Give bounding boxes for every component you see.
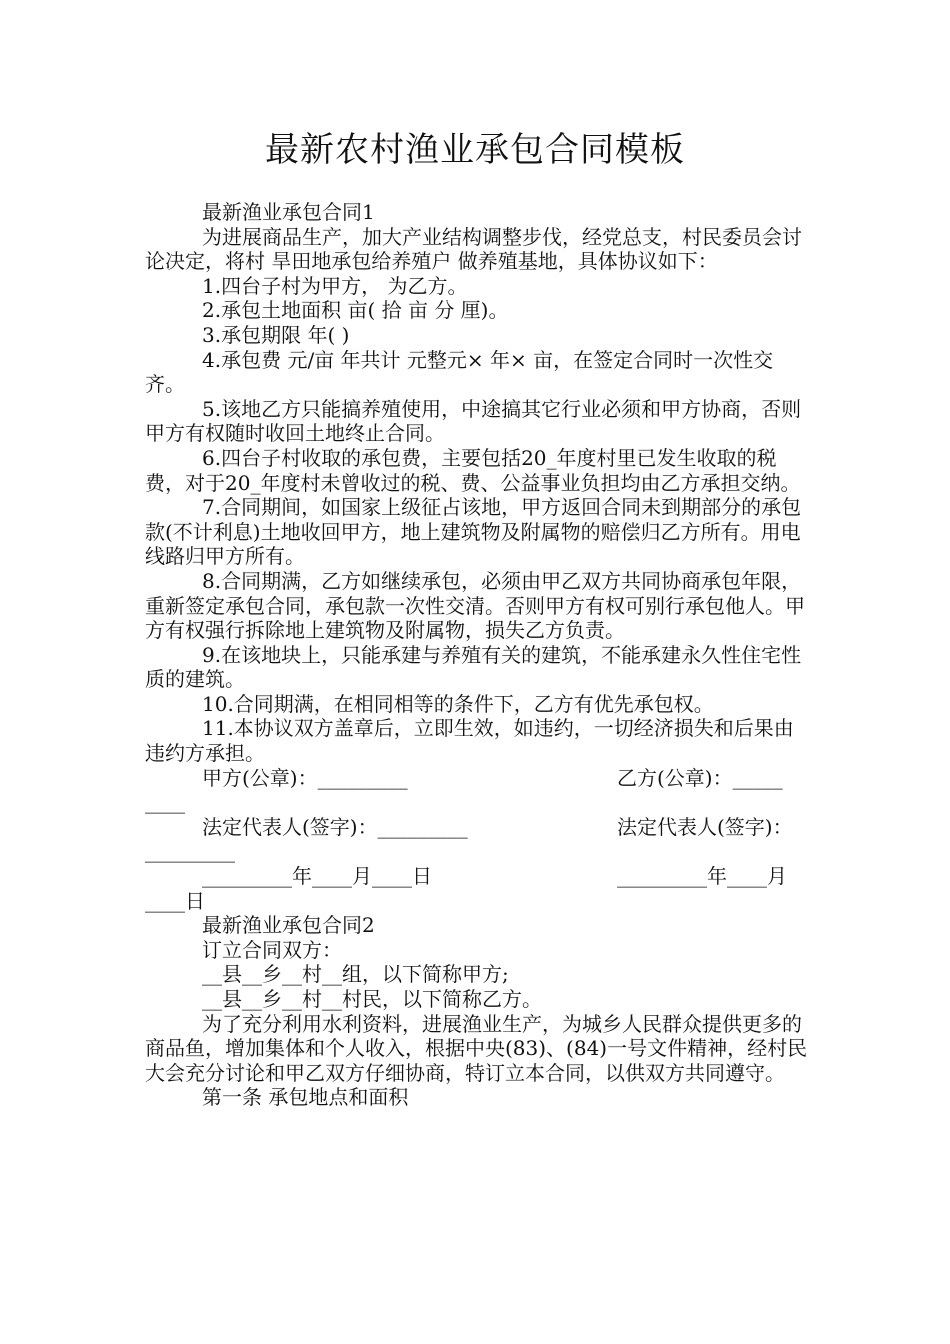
document-body: [145, 200, 810, 1110]
party-a-seal-line: 甲方(公章)：_________: [202, 765, 408, 790]
clause-7: 7.合同期间，如国家上级征占该地，甲方返回合同未到期部分的承包款(不计利息)土地收回甲方，地上建筑物及附属物的赔偿归乙方所有。用电线路归甲方所有。: [145, 495, 802, 569]
party-b-seal-line-cont: ____: [145, 790, 185, 815]
contract2-heading: 最新渔业承包合同2: [202, 913, 375, 938]
clause-4: 4.承包费 元/亩 年共计 元整元× 年× 亩，在签定合同时一次性交齐。: [145, 347, 774, 397]
contract2-intro: 为了充分利用水利资料，进展渔业生产，为城乡人民群众提供更多的商品鱼，增加集体和个人收入，根据中央(83)、(84)一号文件精神，经村民大会充分讨论和甲乙双方仔细协商，特订立本合同，以供双方共同遵守。: [145, 1011, 808, 1085]
signature-row-date: [145, 864, 810, 889]
contract1-heading: 最新渔业承包合同1: [202, 200, 375, 224]
clause-3: 3.承包期限 年( ): [202, 322, 350, 347]
contract2-parties-label: 订立合同双方：: [202, 937, 342, 962]
contract1-intro: 为进展商品生产，加大产业结构调整步伐，经党总支，村民委员会讨论决定，将村 旱田地承包给养殖户 做养殖基地，具体协议如下：: [145, 224, 802, 274]
document-title: 最新农村渔业承包合同模板: [265, 130, 685, 170]
clause-1: 1.四台子村为甲方， 为乙方。: [202, 273, 468, 298]
clause-6: 6.四台子村收取的承包费，主要包括20_年度村里已发生收取的税费，对于20_年度村未曾收过的税、费、公益事业负担均由乙方承担交纳。: [145, 445, 801, 495]
clause-5: 5.该地乙方只能搞养殖使用，中途搞其它行业必须和甲方协商，否则甲方有权随时收回土地终止合同。: [145, 396, 802, 446]
party-b-seal-line: 乙方(公章)：_____: [617, 765, 783, 790]
signature-row-seal: [145, 766, 810, 791]
party-b-representative-line: 法定代表人(签字)：: [617, 814, 793, 839]
party-a-representative-line: 法定代表人(签字)：_________: [202, 814, 468, 839]
contract2-party-b: __县__乡__村__村民，以下简称乙方。: [202, 987, 542, 1011]
party-b-date-line-cont: ____日: [145, 888, 205, 913]
contract2-party-a: __县__乡__村__组，以下简称甲方;: [202, 962, 509, 987]
signature-row-representative: [145, 815, 810, 840]
party-b-date-line: _________年____月: [617, 864, 787, 889]
clause-11: 11.本协议双方盖章后，立即生效，如违约，一切经济损失和后果由违约方承担。: [145, 716, 794, 766]
clause-9: 9.在该地块上，只能承建与养殖有关的建筑，不能承建永久性住宅性质的建筑。: [145, 642, 802, 692]
clause-2: 2.承包土地面积 亩( 拾 亩 分 厘)。: [202, 298, 509, 323]
contract2-article-1: 第一条 承包地点和面积: [202, 1085, 409, 1110]
clause-8: 8.合同期满，乙方如继续承包，必须由甲乙双方共同协商承包年限，重新签定承包合同，承包款一次性交清。否则甲方有权可别行承包他人。甲方有权强行拆除地上建筑物及附属物，损失乙方负责。: [145, 568, 805, 643]
party-b-representative-line-cont: _________: [145, 839, 235, 864]
clause-10: 10.合同期满，在相同相等的条件下，乙方有优先承包权。: [202, 691, 714, 716]
party-a-date-line: _________年____月____日: [202, 864, 432, 889]
